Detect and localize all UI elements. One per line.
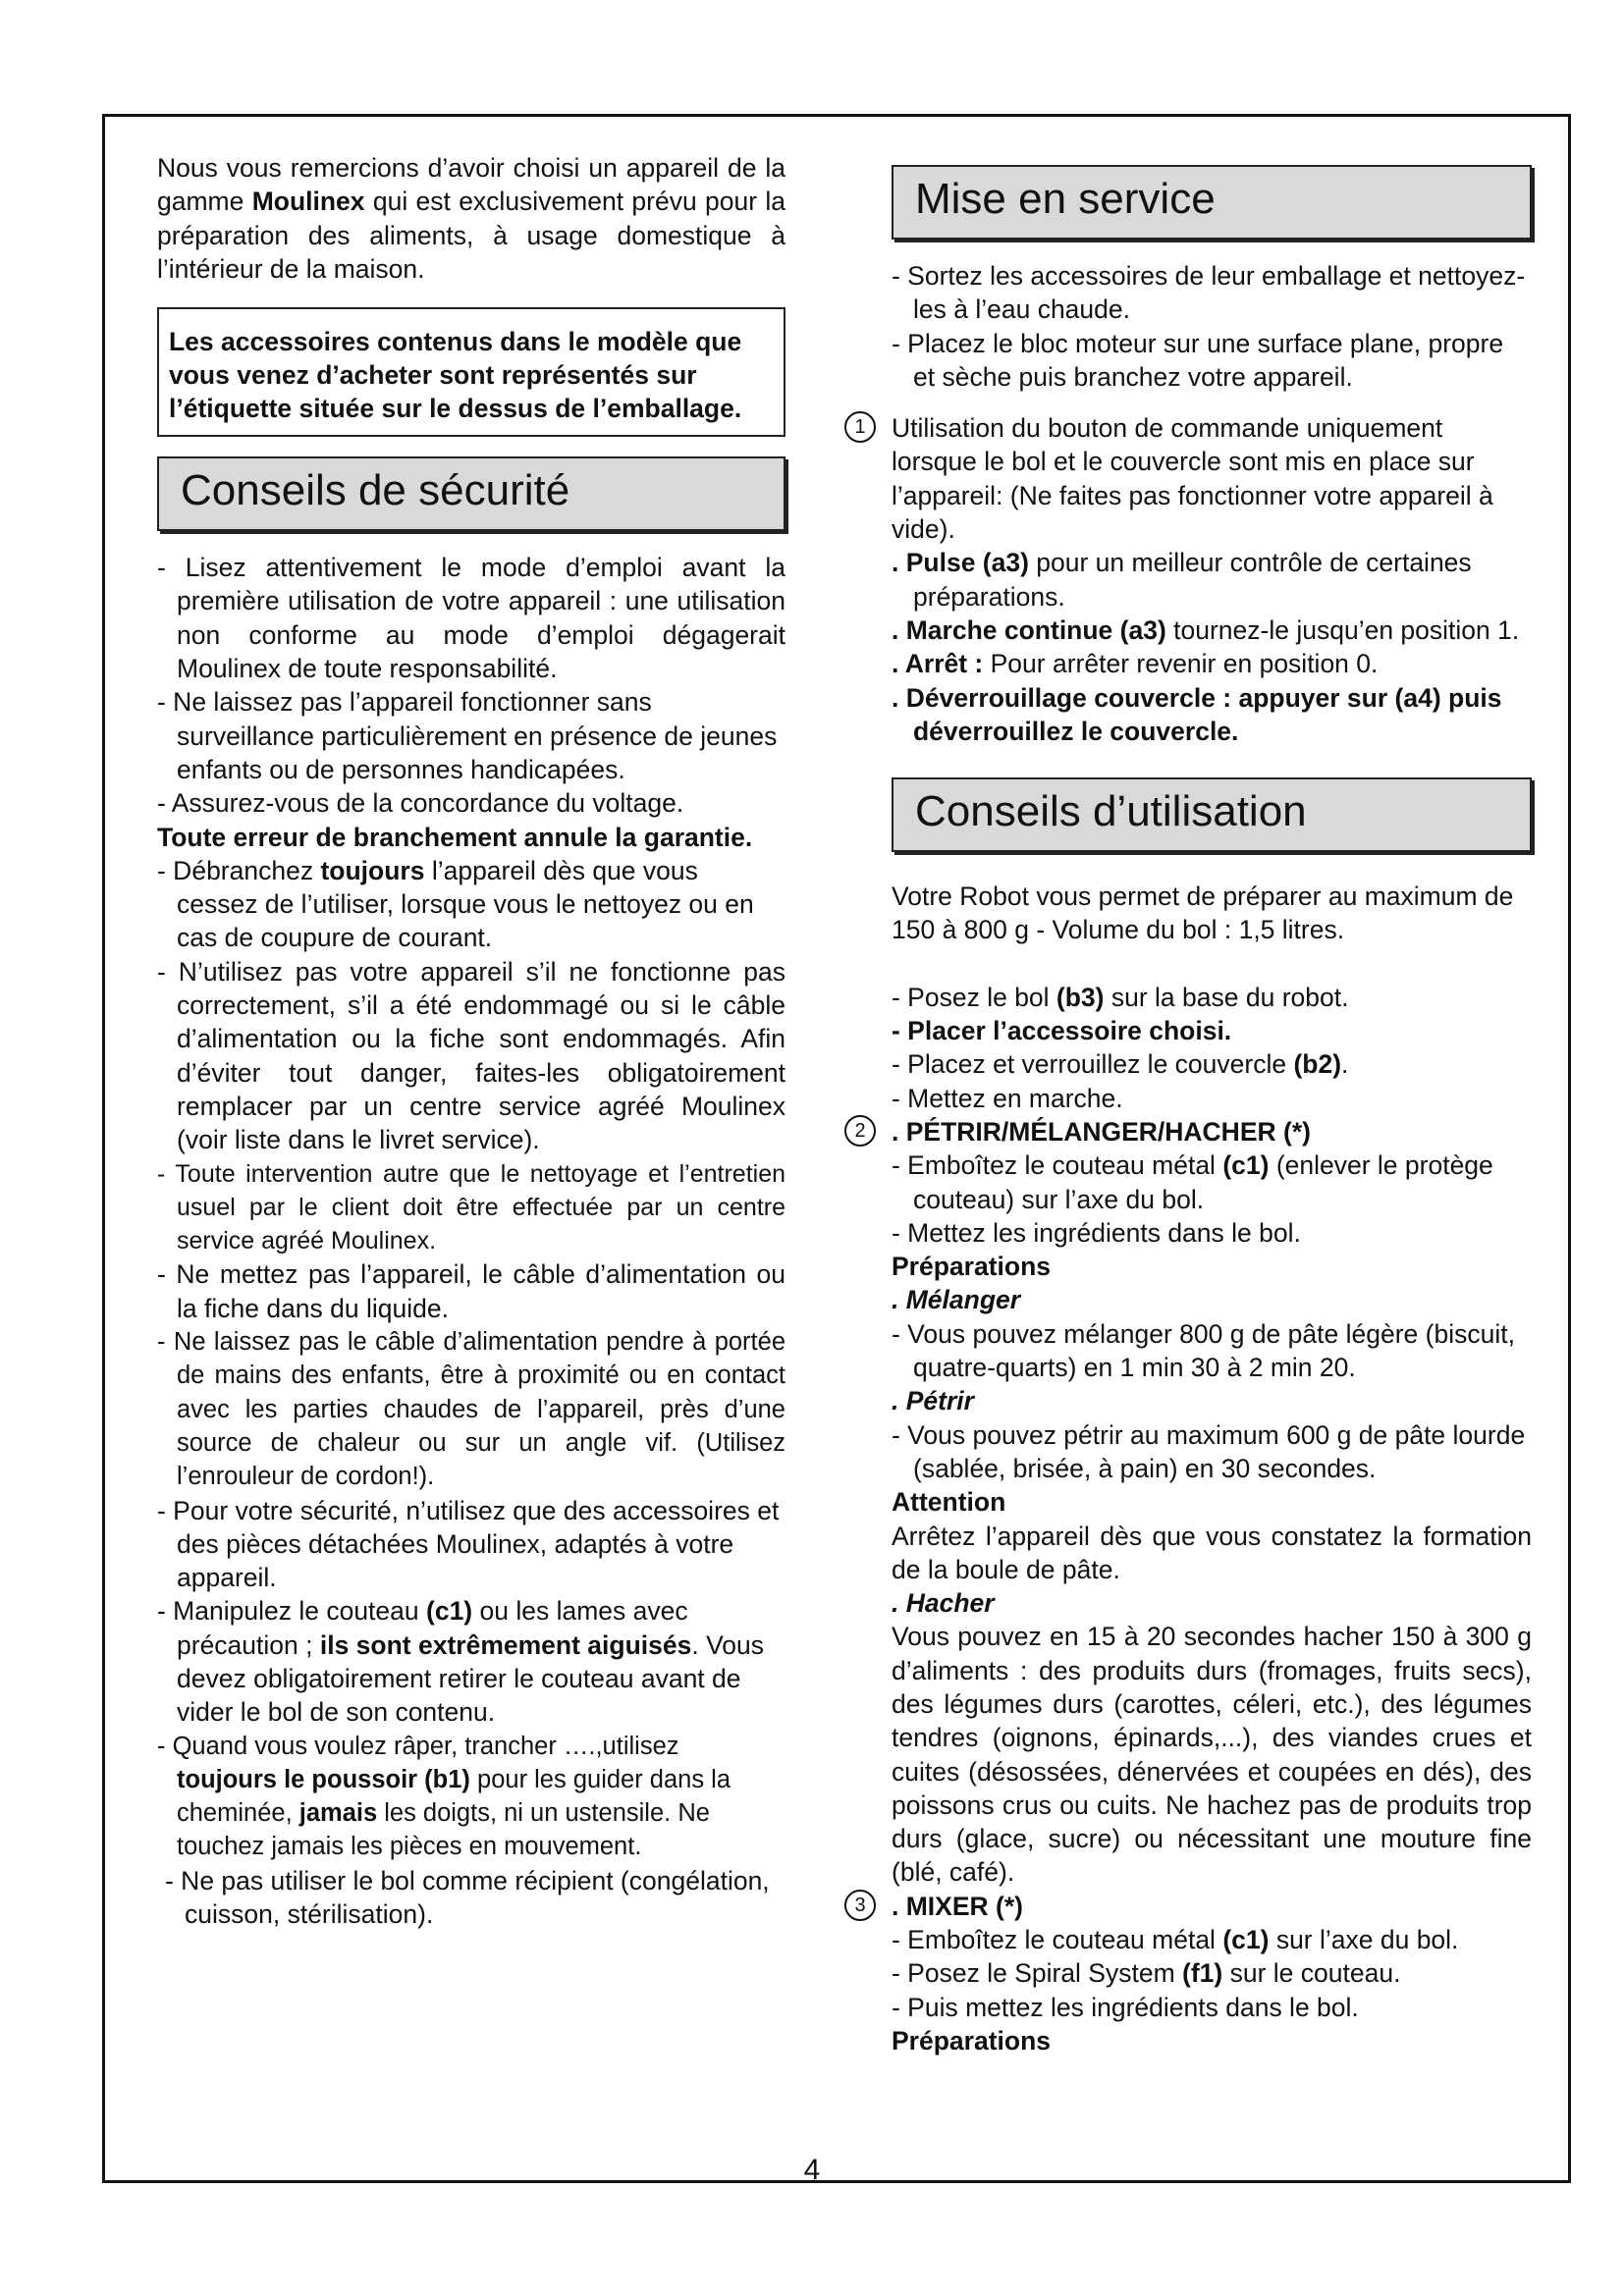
knead-text: - Vous pouvez pétrir au maximum 600 g de pâte lourde (sablée, brisée, à pain) en 30 secondes. (892, 1419, 1526, 1483)
chop-subheading: . Hacher (892, 1588, 995, 1619)
step-number-1: 1 (844, 411, 876, 443)
safety-item: - N’utilisez pas votre appareil s’il ne fonctionne pas correctement, s’il a été endommagé ou si le câble d’alimentation ou la fiche sont endommagés. Afin d’éviter tout danger, faites-les obligatoirement remplacer par un centre service agréé Moulinex (voir liste dans le livret service). (157, 956, 785, 1155)
safety-item: - Ne mettez pas l’appareil, le câble d’alimentation ou la fiche dans du liquide. (157, 1259, 785, 1323)
safety-item: - Ne laissez pas l’appareil fonctionner sans surveillance particulièrement en présence de jeunes enfants ou de personnes handicapées. (157, 687, 778, 784)
safety-item: - Débranchez toujours l’appareil dès que vous cessez de l’utiliser, lorsque vous le nettoyez ou en cas de coupure de courant. (157, 855, 754, 953)
preparations-heading-2: Préparations (892, 2025, 1052, 2056)
usage-step: - Placer l’accessoire choisi. (892, 1016, 1232, 1046)
safety-item: - Toute intervention autre que le nettoyage et l’entretien usuel par le client doit être effectuée par un centre service agréé Moulinex. (157, 1159, 785, 1255)
safety-item: - Ne laissez pas le câble d’alimentation pendre à portée de mains des enfants, être à proximité ou en contact avec les parties chaudes de l’appareil, près d’une source de chaleur ou sur un angle vif. (Utilisez l’enrouleur de cordon!). (157, 1328, 785, 1491)
knead-subheading: . Pétrir (892, 1386, 974, 1416)
right-column (854, 151, 1532, 2057)
mix-text: - Vous pouvez mélanger 800 g de pâte légère (biscuit, quatre-quarts) en 1 min 30 à 2 min 20. (892, 1318, 1515, 1383)
unlock-option: . Déverrouillage couvercle : appuyer sur (a4) puis déverrouillez le couvercle. (892, 682, 1502, 746)
setup-section-title: Mise en service (892, 165, 1532, 240)
step-number-2: 2 (844, 1115, 876, 1147)
usage-step: - Posez le bol (b3) sur la base du robot. (892, 982, 1349, 1012)
brand-name: Moulinex (251, 187, 365, 217)
knead-item: - Mettez les ingrédients dans le bol. (892, 1217, 1301, 1248)
safety-item: - Lisez attentivement le mode d’emploi avant la première utilisation de votre appareil : une utilisation non conforme au mode d’emploi dégagerait Moulinex de toute responsabilité. (157, 553, 785, 684)
accessories-note-box: Les accessoires contenus dans le modèle que vous venez d’acheter sont représentés sur l’étiquette située sur le dessus de l’emballage. (157, 307, 785, 437)
intro-paragraph: Nous vous remercions d’avoir choisi un appareil de la gamme Moulinex qui est exclusivement prévu pour la préparation des aliments, à usage domestique à l’intérieur de la maison. (157, 153, 785, 284)
control-usage-paragraph: 1 Utilisation du bouton de commande uniquement lorsque le bol et le couvercle sont mis en place sur l’appareil: (Ne faites pas fonctionner votre appareil à vide). (892, 411, 1532, 546)
safety-section-title: Conseils de sécurité (157, 456, 785, 531)
step-number-3: 3 (844, 1890, 876, 1921)
safety-item: - Manipulez le couteau (c1) ou les lames avec précaution ; ils sont extrêmement aiguisés. Vous devez obligatoirement retirer le couteau avant de vider le bol de son contenu. (157, 1596, 765, 1728)
stop-option: . Arrêt : Pour arrêter revenir en position 0. (892, 649, 1379, 679)
mix-subheading: . Mélanger (892, 1285, 1021, 1315)
usage-intro: Votre Robot vous permet de préparer au maximum de 150 à 800 g - Volume du bol : 1,5 litres. (892, 881, 1514, 945)
knead-item: - Emboîtez le couteau métal (c1) (enlever le protège couteau) sur l’axe du bol. (892, 1150, 1493, 1214)
safety-item: - Ne pas utiliser le bol comme récipient (congélation, cuisson, stérilisation). (165, 1865, 770, 1930)
mixer-item: - Posez le Spiral System (f1) sur le couteau. (892, 1958, 1401, 1989)
left-column (157, 151, 785, 1931)
usage-step: - Placez et verrouillez le couvercle (b2). (892, 1049, 1349, 1080)
mixer-heading: 3 . MIXER (*) (892, 1890, 1532, 1923)
setup-item: - Placez le bloc moteur sur une surface plane, propre et sèche puis branchez votre appareil. (892, 328, 1504, 392)
chop-text: Vous pouvez en 15 à 20 secondes hacher 150 à 300 g d’aliments : des produits durs (fromages, fruits secs), des légumes durs (carottes, céleri, etc.), des légumes tendres (oignons, épinards,...), des viandes crues et cuites (désossées, dénervées et coupées en dés), des poissons crus ou cuits. Ne hachez pas de produits trop durs (glace, sucre) ou nécessitant une mouture fine (blé, café). (892, 1622, 1532, 1888)
usage-step: - Mettez en marche. (892, 1083, 1123, 1113)
safety-warning: Toute erreur de branchement annule la garantie. (157, 822, 753, 852)
mixer-item: - Puis mettez les ingrédients dans le bol. (892, 1992, 1359, 2022)
safety-item: - Quand vous voulez râper, trancher ….,utilisez toujours le poussoir (b1) pour les guider dans la cheminée, jamais les doigts, ni un ustensile. Ne touchez jamais les pièces en mouvement. (157, 1732, 731, 1861)
safety-item: - Pour votre sécurité, n’utilisez que des accessoires et des pièces détachées Moulinex, adaptés à votre appareil. (157, 1495, 780, 1593)
mixer-item: - Emboîtez le couteau métal (c1) sur l’axe du bol. (892, 1925, 1459, 1955)
setup-item: - Sortez les accessoires de leur emballage et nettoyez-les à l’eau chaude. (892, 261, 1526, 325)
attention-text: Arrêtez l’appareil dès que vous constatez la formation de la boule de pâte. (892, 1521, 1532, 1584)
knead-mix-chop-heading: 2 . PÉTRIR/MÉLANGER/HACHER (*) (892, 1115, 1532, 1148)
continuous-option: . Marche continue (a3) tournez-le jusqu’en position 1. (892, 614, 1520, 645)
safety-item: - Assurez-vous de la concordance du voltage. (157, 788, 684, 819)
attention-heading: Attention (892, 1487, 1006, 1518)
pulse-option: . Pulse (a3) pour un meilleur contrôle de certaines préparations. (892, 548, 1472, 612)
page-number: 4 (803, 2154, 821, 2186)
preparations-heading: Préparations (892, 1252, 1052, 1282)
usage-section-title: Conseils d’utilisation (892, 777, 1532, 852)
